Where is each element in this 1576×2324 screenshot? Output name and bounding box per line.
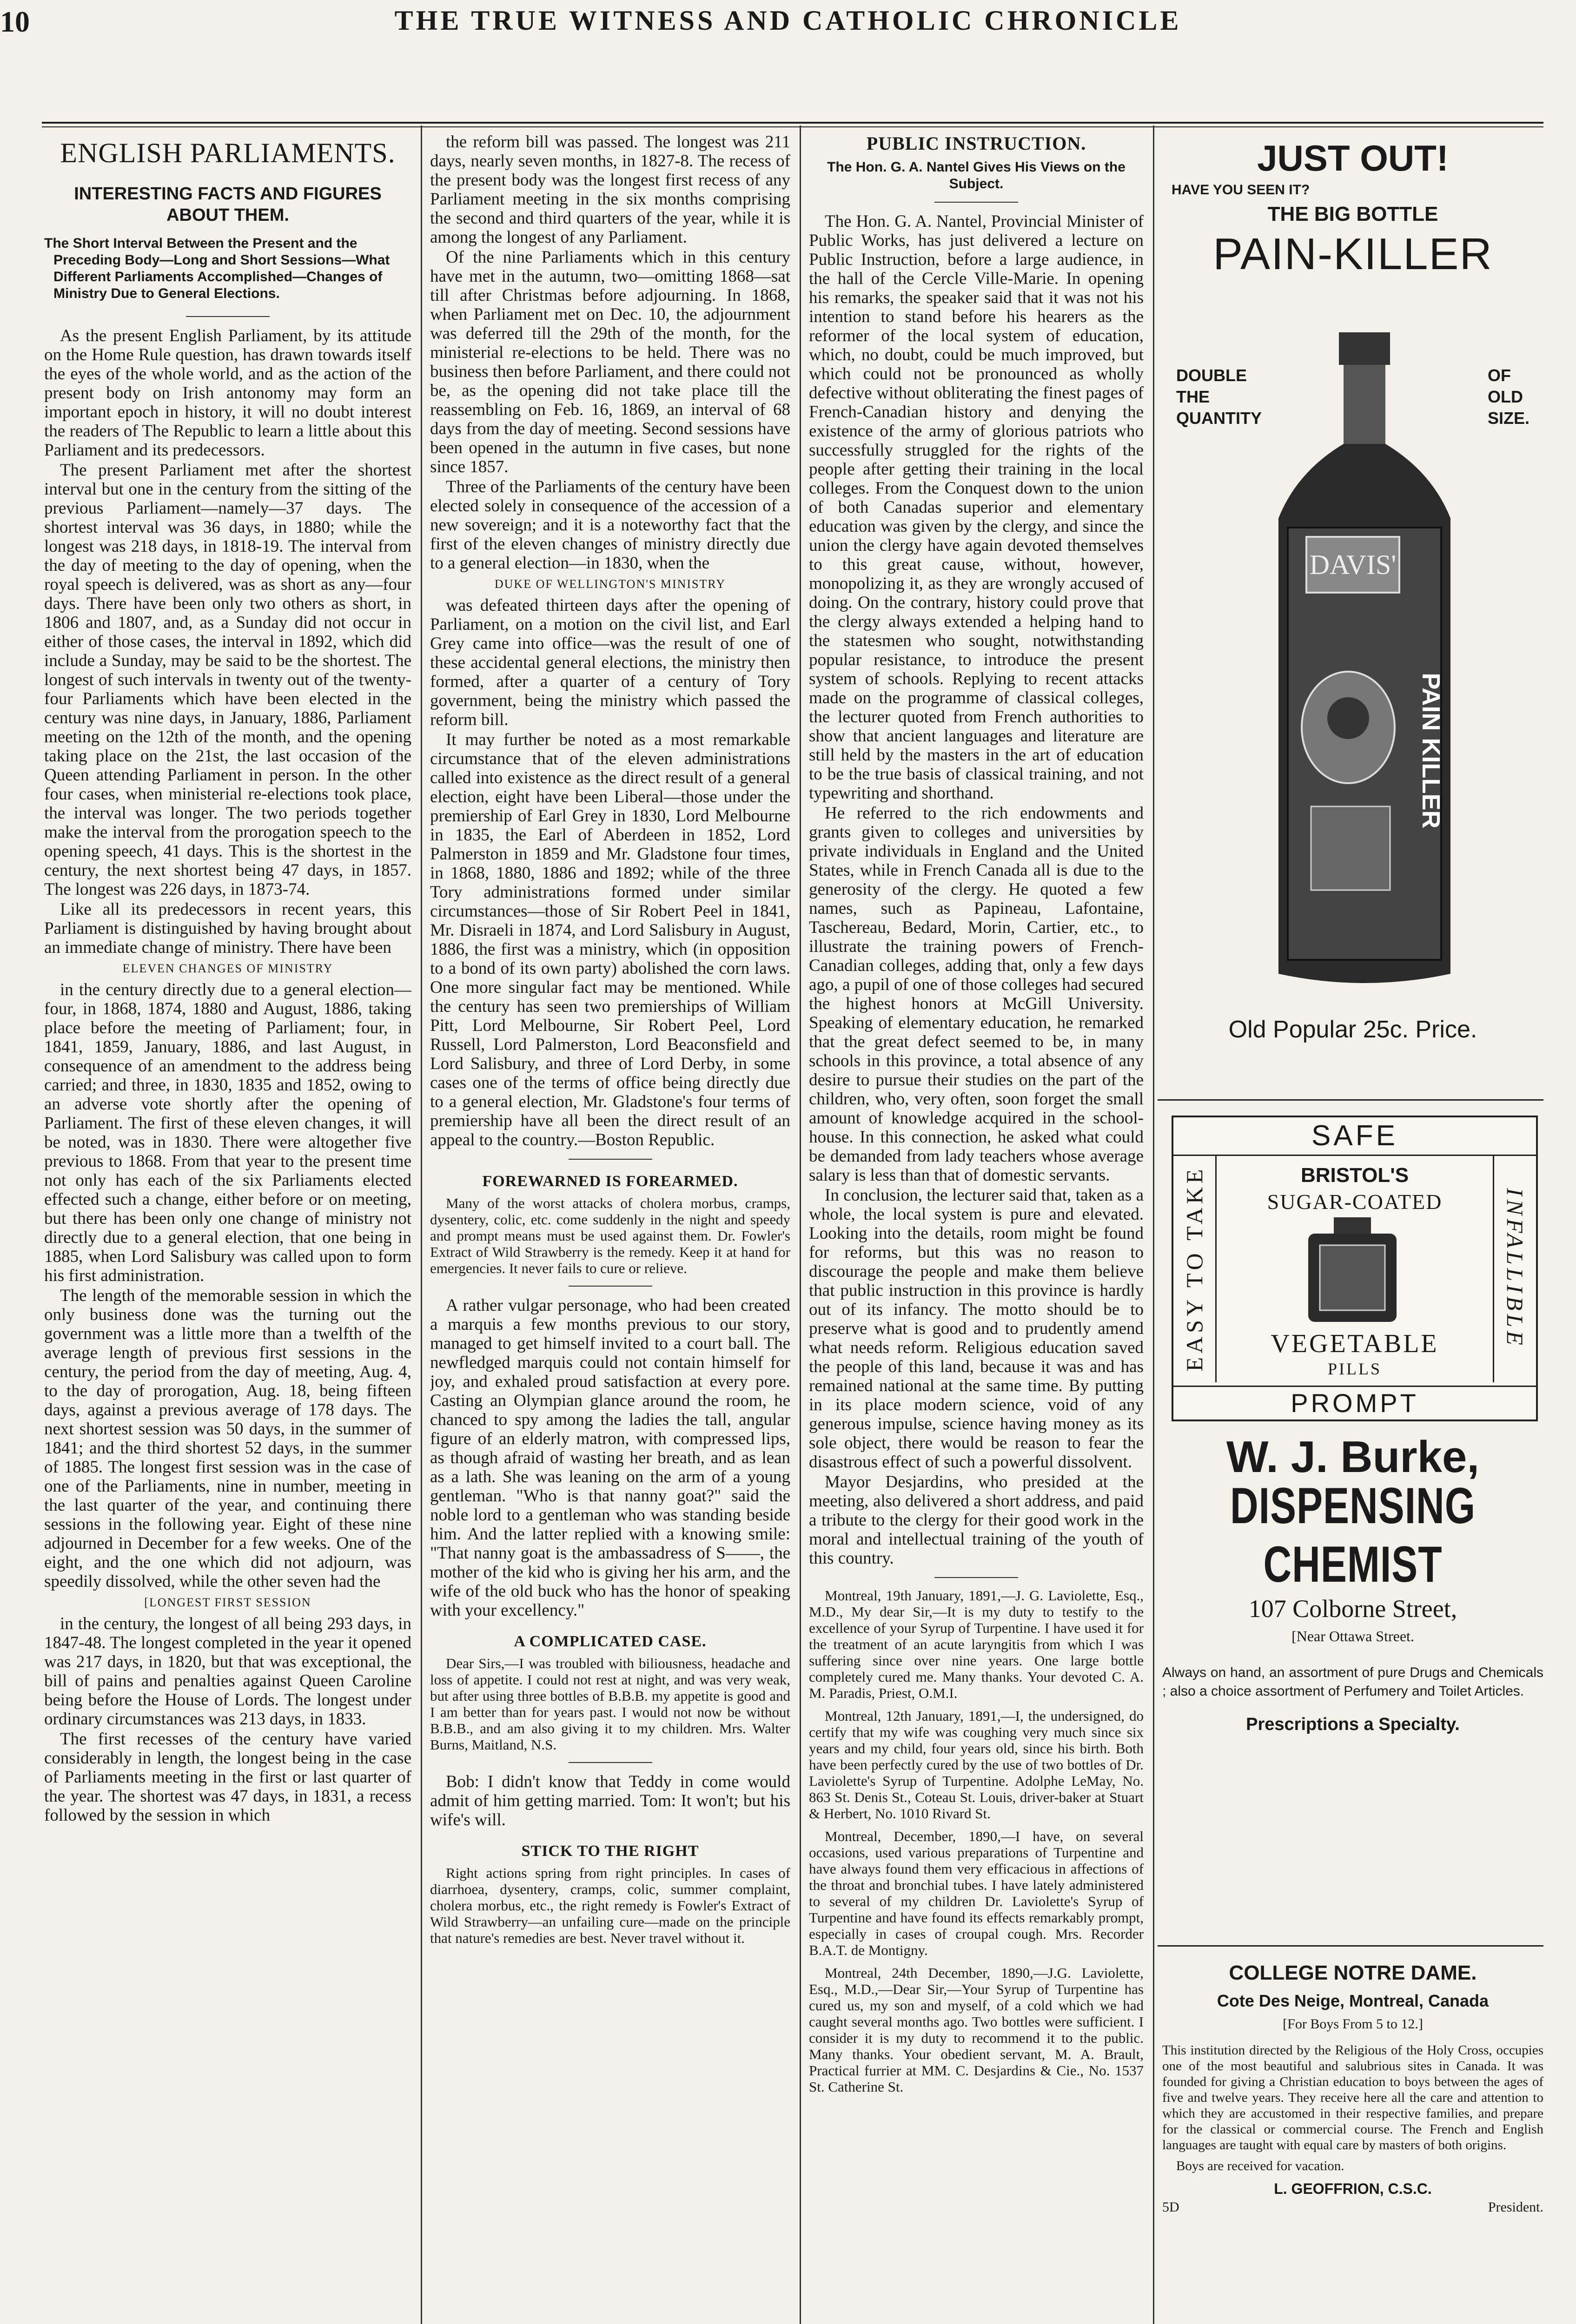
column-public-instruction <box>809 132 1144 2324</box>
headline-stick-right: STICK TO THE RIGHT <box>521 1842 699 1860</box>
testimonial: Montreal, 19th January, 1891,—J. G. Laviolette, Esq., M.D., My dear Sir,—It is my duty to testify to the excellence of your Syrup of Turpentine. I have used it for the treatment of an acute laryngitis from which I was suffering since over nine years. One large bottle completely cured me. Many thanks. Your devoted C. A. M. Paradis, Priest, O.M.I. <box>809 1587 1144 1701</box>
burke-near: [Near Ottawa Street. <box>1291 1628 1414 1644</box>
section-subhead: [LONGEST FIRST SESSION <box>144 1596 311 1609</box>
article-paragraph: He referred to the rich endowments and grants given to colleges and universities by private individuals in England and the United States, while in French Canada all is due to the generosity of the clergy. He quoted a few names, such as Papineau, Lafontaine, Taschereau, Bedard, Morin, Cartier, etc., to illustrate the training powers of French-Canadian colleges, adding that, only a few days ago, a pupil of one of those colleges had secured the highest honors at McGill University. Speaking of elementary education, he remarked that the great defect seemed to be, in many schools in this province, a total absence of any desire to pursue their studies on the part of the children, who, very often, soon forget the small amount of knowledge acquired in the school-house. In this connection, he asked what could be demanded from lady teachers whose average salary is less than that of domestic servants. <box>809 804 1144 1185</box>
label-line: THE <box>1176 387 1210 406</box>
subhead-nantel: The Hon. G. A. Nantel Gives His Views on the Subject. <box>827 159 1126 191</box>
college-name: COLLEGE NOTRE DAME. <box>1229 1961 1477 1984</box>
college-vacation: Boys are received for vacation. <box>1176 2159 1344 2173</box>
subhead-facts-figures: INTERESTING FACTS AND FIGURES ABOUT THEM. <box>74 184 382 225</box>
burke-name: W. J. Burke, <box>1226 1432 1480 1482</box>
article-paragraph: It may further be noted as a most remarkable circumstance that of the eleven administrations called into existence as the direct result of a general election, eight have been Liberal—those under the premiership of Earl Grey in 1830, Lord Melbourne in 1835, the Earl of Aberdeen in 1852, Lord Palmerston in 1859 and Mr. Gladstone four times, in 1868, 1880, 1886 and 1892; while of the three Tory administrations formed under similar circumstances—those of Sir Robert Peel in 1841, Mr. Disraeli in 1874, and Lord Salisbury in August, 1886, the first was a ministry, which (in opposition to a bond of its own party) abolished the corn laws. One more singular fact may be mentioned. While the century has seen two premierships of William Pitt, Lord Melbourne, Sir Robert Peel, Lord Russell, Lord Palmerston, Lord Beaconsfield and Lord Salisbury, and three of Lord Derby, in some cases one of the terms of office being directly due to a general election, Mr. Gladstone's four terms of premiership have all been the direct result of an appeal to the country.—Boston Republic. <box>430 730 790 1149</box>
burke-chemist-ad <box>1162 1432 1543 1850</box>
dispensing-chemist-title: DISPENSING CHEMIST <box>1230 1477 1476 1593</box>
painkiller-bottle-illustration <box>1260 332 1469 992</box>
divider <box>934 202 1018 203</box>
prompt-banner: PROMPT <box>1173 1386 1536 1419</box>
college-role: President. <box>1488 2199 1543 2215</box>
masthead-rule <box>42 122 1543 124</box>
article-paragraph: The length of the memorable session in which the only business done was the turning out the government was a little more than a twelfth of the average length of previous first sessions in the century, the period from the day of meeting, Aug. 4, to the day of prorogation, Aug. 18, being fifteen days, against a previous average of 178 days. The next shortest session was 50 days, in the summer of 1841; and the third shortest 52 days, in the summer of 1885. The longest first session was in the case of one of the Parliaments, nine in number, meeting in the last quarter of the year, and continuing there sessions in the following year. Eight of these nine adjourned in December for a few weeks. One of the eight, and the one which did not adjourn, was speedily dissolved, while the other seven had the <box>44 1286 411 1591</box>
sugar-coated-label: SUGAR-COATED <box>1267 1190 1443 1214</box>
testimonial: Montreal, 12th January, 1891,—I, the undersigned, do certify that my wife was coughing very much since six years and my child, four years old, since his birth. Both have been perfectly cured by the use of two bottles of Dr. Laviolette's Syrup of Turpentine. Adolphe LeMay, No. 863 St. Denis St., Coteau St. Louis, driver-baker at Stuart & Herbert, No. 1010 Rivard St. <box>809 1708 1144 1822</box>
divider <box>569 1159 652 1160</box>
label-line: QUANTITY <box>1176 409 1262 428</box>
item-text: Dear Sirs,—I was troubled with biliousness, headache and loss of appetite. I could not rest at night, and was very weak, but after using three bottles of B.B.B. my appetite is good and I am better than for years past. I would not now be without B.B.B., and am also giving it to my children. Mrs. Walter Burns, Maitland, N.S. <box>430 1655 790 1753</box>
joke-paragraph: Bob: I didn't know that Teddy in come would admit of him getting married. Tom: It won't; but his wife's will. <box>430 1772 790 1829</box>
ad-code: 5D <box>1162 2199 1179 2215</box>
divider <box>569 1762 652 1763</box>
article-paragraph: Three of the Parliaments of the century have been elected solely in consequence of the accession of a new sovereign; and it is a noteworthy fact that the first of the eleven changes of ministry directly due to a general election—in 1830, when the <box>430 477 790 573</box>
burke-text: Always on hand, an assortment of pure Drugs and Chemicals ; also a choice assortment of Perfumery and Toilet Articles. <box>1162 1665 1543 1699</box>
article-paragraph: was defeated thirteen days after the opening of Parliament, on a motion on the civil list, and Earl Grey came into office—was the result of one of these accidental general elections, the ministry then formed, after a quarter of a century of Tory government, being the ministry which passed the reform bill. <box>430 596 790 729</box>
just-out-heading: JUST OUT! <box>1257 138 1449 178</box>
article-deck: The Short Interval Between the Present and the Preceding Body—Long and Short Sessions—What Different Parliaments Accomplished—Changes of Ministry Due to General Elections. <box>44 236 390 301</box>
college-location: Cote Des Neige, Montreal, Canada <box>1217 1991 1489 2010</box>
label-line: SIZE. <box>1488 409 1530 428</box>
headline-forewarned: FOREWARNED IS FOREARMED. <box>482 1173 738 1190</box>
pill-bottle-illustration <box>1290 1217 1415 1324</box>
have-you-seen-it: HAVE YOU SEEN IT? <box>1172 182 1310 198</box>
painkiller-ad <box>1162 132 1543 1090</box>
painkiller-price: Old Popular 25c. Price. <box>1228 1016 1477 1043</box>
old-size-label <box>1488 365 1534 429</box>
article-paragraph: As the present English Parliament, by its attitude on the Home Rule question, has drawn towards itself the eyes of the whole world, and as the action of the present body on Irish antonomy may form an important epoch in history, it will no doubt interest the readers of The Republic to learn a little about this Parliament and its predecessors. <box>44 326 411 460</box>
article-paragraph: in the century directly due to a general election—four, in 1868, 1874, 1880 and August, 1886, taking place before the meeting of Parliament; four, in 1841, 1859, January, 1886, and last August, in consequence of an amendment to the address being carried; and three, in 1830, 1835 and 1852, owing to an adverse vote shortly after the opening of Parliament. The first of these eleven changes, it will be noted, was in 1830. There were altogether five previous to 1868. From that year to the present time not only has each of the six Parliaments elected effected such a change, either before or on meeting, but there has been only one change of ministry not directly due to a general election, that one being in 1885, when Lord Salisbury was called upon to form his first administration. <box>44 980 411 1285</box>
article-paragraph: The Hon. G. A. Nantel, Provincial Minister of Public Works, has just delivered a lecture on Public Instruction, before a large audience, in the hall of the Cercle Ville-Marie. In opening his remarks, the speaker said that it was not his intention to stand before his hearers as the reformer of the local system of education, which, no doubt, could be much improved, but which could not be pronounced as wholly defective without obliterating the finest pages of French-Canadian history and denying the existence of the army of glorious patriots who successfully struggled for the rights of the people after getting their training in the local colleges. From the Conquest down to the union of both Canadas superior and elementary education was given by the clergy, and since the union the clergy have again devoted themselves to this great cause, without, however, monopolizing it, as they are wrongly accused of doing. On the contrary, history could prove that the clergy always extended a helping hand to the statesmen who sought, notwithstanding popular resistance, to introduce the present system of schools. Replying to recent attacks made on the programme of classical colleges, the lecturer quoted from French authorities to show that ancient languages and literature are still held by the masters in the art of education to be the true basis of classical training, and not typewriting and shorthand. <box>809 212 1144 803</box>
item-text: Right actions spring from right principles. In cases of diarrhoea, dysentery, cramps, colic, summer complaint, cholera morbus, etc., the right remedy is Fowler's Extract of Wild Strawberry—an unfailing cure—made on the principle that nature's remedies are best. Never travel without it. <box>430 1865 790 1946</box>
column-two <box>430 132 790 2324</box>
article-paragraph: In conclusion, the lecturer said that, taken as a whole, the local system is pure and elevated. Looking into the details, room might be found for reforms, but this was no reason to discourage the people and make them believe that public instruction in this province is hardly out of its infancy. The motto should be to preserve what is good and to prudently amend what needs reform. Religious education saved the people of this land, because it was and has remained national at the same time. By putting in its place modern science, void of any generous impulse, science having money as its sole object, there would be reason to fear the disastrous effect of such a powerful dissolvent. <box>809 1186 1144 1472</box>
article-paragraph: The first recesses of the century have varied considerably in length, the longest being in the case of Parliaments meeting in the first or last quarter of the year. The shortest was 47 days, in 1831, a recess followed by the session in which <box>44 1730 411 1825</box>
prescriptions-specialty: Prescriptions a Specialty. <box>1246 1715 1460 1734</box>
safe-banner: SAFE <box>1173 1117 1536 1156</box>
label-line: DOUBLE <box>1176 366 1247 385</box>
college-signature: L. GEOFFRION, C.S.C. <box>1274 2180 1432 2197</box>
ad-divider <box>1158 1099 1543 1101</box>
college-text: This institution directed by the Religious of the Holy Cross, occupies one of the most beautiful and salubrious sites in Canada. It was founded for giving a Christian education to boys between the ages of five and twelve years. They receive here all the care and attention to which they are accustomed in their respective families, and prepare for the classical or commercial course. The French and English languages are taught with equal care by masters of both origins. <box>1162 2043 1543 2152</box>
column-rule-1 <box>421 125 422 2324</box>
article-paragraph: the reform bill was passed. The longest was 211 days, nearly seven months, in 1827-8. The recess of the present body was the longest first recess of any Parliament meeting in the six months comprising the second and third quarters of the year, while it is among the longest of any Parliament. <box>430 132 790 247</box>
section-subhead: DUKE OF WELLINGTON'S MINISTRY <box>494 577 726 591</box>
college-ages: [For Boys From 5 to 12.] <box>1283 2016 1423 2032</box>
right-side-strip <box>1493 1155 1536 1382</box>
burke-address: 107 Colborne Street, <box>1248 1595 1457 1623</box>
page-number: 10 <box>0 5 30 38</box>
double-quantity-label <box>1176 365 1262 429</box>
bristols-pills-ad <box>1172 1116 1538 1421</box>
article-paragraph: in the century, the longest of all being 293 days, in 1847-48. The longest completed in the year it opened was 217 days, in 1820, but that was exceptional, the bill of pains and penalties against Queen Caroline being before the House of Lords. The longest under ordinary circumstances was 213 days, in 1833. <box>44 1614 411 1729</box>
left-side-strip <box>1173 1155 1217 1382</box>
bottle-side-text: PAIN KILLER <box>1417 673 1445 829</box>
ad-divider <box>1158 1945 1543 1947</box>
headline-english-parliaments: ENGLISH PARLIAMENTS. <box>60 138 396 168</box>
testimonial: Montreal, 24th December, 1890,—J.G. Laviolette, Esq., M.D.,—Dear Sir,—Your Syrup of Turpentine has cured us, my son and myself, of a cold which we had caught several months ago. Two bottles were sufficient. I consider it is my duty to recommend it to the public. Many thanks. Your obedient servant, M. A. Brault, Practical furrier at MM. C. Desjardins & Cie., No. 1537 St. Catherine St. <box>809 1965 1144 2095</box>
vegetable-label: VEGETABLE <box>1271 1329 1439 1358</box>
story-paragraph: A rather vulgar personage, who had been created a marquis a few months previous to our story, managed to get himself invited to a court ball. The newfledged marquis could not contain himself for joy, and exhaled proud satisfaction at every pore. Casting an Olympian glance around the room, he chanced to spy among the ladies the tall, angular figure of an elderly matron, with compressed lips, as though afraid of wasting her breath, and as lean as a lath. She was leaning on the arm of a young gentleman. "Who is that nanny goat?" said the noble lord to a gentleman who was standing beside him. And the latter replied with a knowing smile: "That nanny goat is the ambassadress of S——, the mother of the kid who is giving her his arm, and the wife of the old buck who has the honor of speaking with your excellency." <box>430 1296 790 1620</box>
divider <box>186 316 270 317</box>
label-line: OF <box>1488 366 1511 385</box>
headline-public-instruction: PUBLIC INSTRUCTION. <box>866 133 1086 154</box>
column-rule-3 <box>1153 125 1154 2324</box>
column-english-parliaments <box>44 132 411 2324</box>
label-line: OLD <box>1488 387 1523 406</box>
testimonial: Montreal, December, 1890,—I have, on several occasions, used various preparations of Turpentine and have always found them very efficacious in affections of the throat and bronchial tubes. I have lately administered to several of my children Dr. Laviolette's Syrup of Turpentine and have found its effects remarkably prompt, especially in cases of croupal cough. Mrs. Recorder B.A.T. de Montigny. <box>809 1828 1144 1958</box>
painkiller-name: PAIN-KILLER <box>1213 229 1493 279</box>
infallible-text: INFALLIBLE <box>1502 1188 1528 1349</box>
easy-to-take-text: EASY TO TAKE <box>1181 1165 1207 1372</box>
divider <box>934 1577 1018 1578</box>
article-paragraph: Of the nine Parliaments which in this century have met in the autumn, two—omitting 1868—sat till after Christmas before adjourning. In 1868, when Parliament met on Dec. 10, the adjournment was deferred till the 29th of the month, for the ministerial re-elections to be held. There was no business then before Parliament, and there could not be, as the opening did not take place till the reassembling on Feb. 16, 1869, an interval of 68 days from the day of meeting. Second sessions have been opened in the autumn in five cases, but none since 1857. <box>430 248 790 476</box>
column-rule-2 <box>800 125 801 2324</box>
article-paragraph: Mayor Desjardins, who presided at the meeting, also delivered a short address, and paid a tribute to the clergy for their good work in the moral and intellectual training of the youth of this country. <box>809 1472 1144 1568</box>
college-footer <box>1162 2199 1543 2218</box>
article-paragraph: Like all its predecessors in recent years, this Parliament is distinguished by having brought about an immediate change of ministry. There have been <box>44 900 411 957</box>
newspaper-title: THE TRUE WITNESS AND CATHOLIC CHRONICLE <box>394 5 1182 36</box>
college-notre-dame-ad <box>1162 1961 1543 2324</box>
headline-complicated-case: A COMPLICATED CASE. <box>514 1633 707 1650</box>
item-text: Many of the worst attacks of cholera morbus, cramps, dysentery, colic, etc. come suddenly in the night and speedy and prompt means must be used against them. Dr. Fowler's Extract of Wild Strawberry is the remedy. Keep it at hand for emergencies. It never fails to cure or relieve. <box>430 1195 790 1276</box>
article-paragraph: The present Parliament met after the shortest interval but one in the century from the sitting of the previous Parliament—namely—37 days. The shortest interval was 36 days, in 1880; while the longest was 218 days, in 1818-19. The interval from the day of meeting to the day of opening, when the royal speech is delivered, was as short as any—four days. There have been only two others as short, in 1806 and 1807, and, as a Sunday did not occur in either of those cases, the interval in 1892, which did include a Sunday, may be said to be the shortest. The longest of such intervals in twenty out of the twenty-four Parliaments which have been elected in the century was nine days, in January, 1886, Parliament meeting on the 12th of the month, and the opening taking place on the 21st, the last occasion of the Queen attending Parliament in person. In the other four cases, when ministerial re-elections took place, the interval was longer. The two periods together make the interval from the prorogation speech to the opening speech, 41 days. This is the shortest in the century, the next shortest being 47 days, in 1857. The longest was 226 days, in 1873-74. <box>44 461 411 899</box>
divider <box>569 1286 652 1287</box>
masthead-rule-thin <box>42 126 1543 127</box>
pills-label: PILLS <box>1327 1360 1382 1378</box>
bristols-brand: BRISTOL'S <box>1300 1164 1409 1187</box>
bottle-brand-text: DAVIS' <box>1309 549 1397 580</box>
big-bottle-label: THE BIG BOTTLE <box>1267 203 1438 225</box>
section-subhead: ELEVEN CHANGES OF MINISTRY <box>122 962 333 975</box>
masthead <box>0 0 1502 51</box>
